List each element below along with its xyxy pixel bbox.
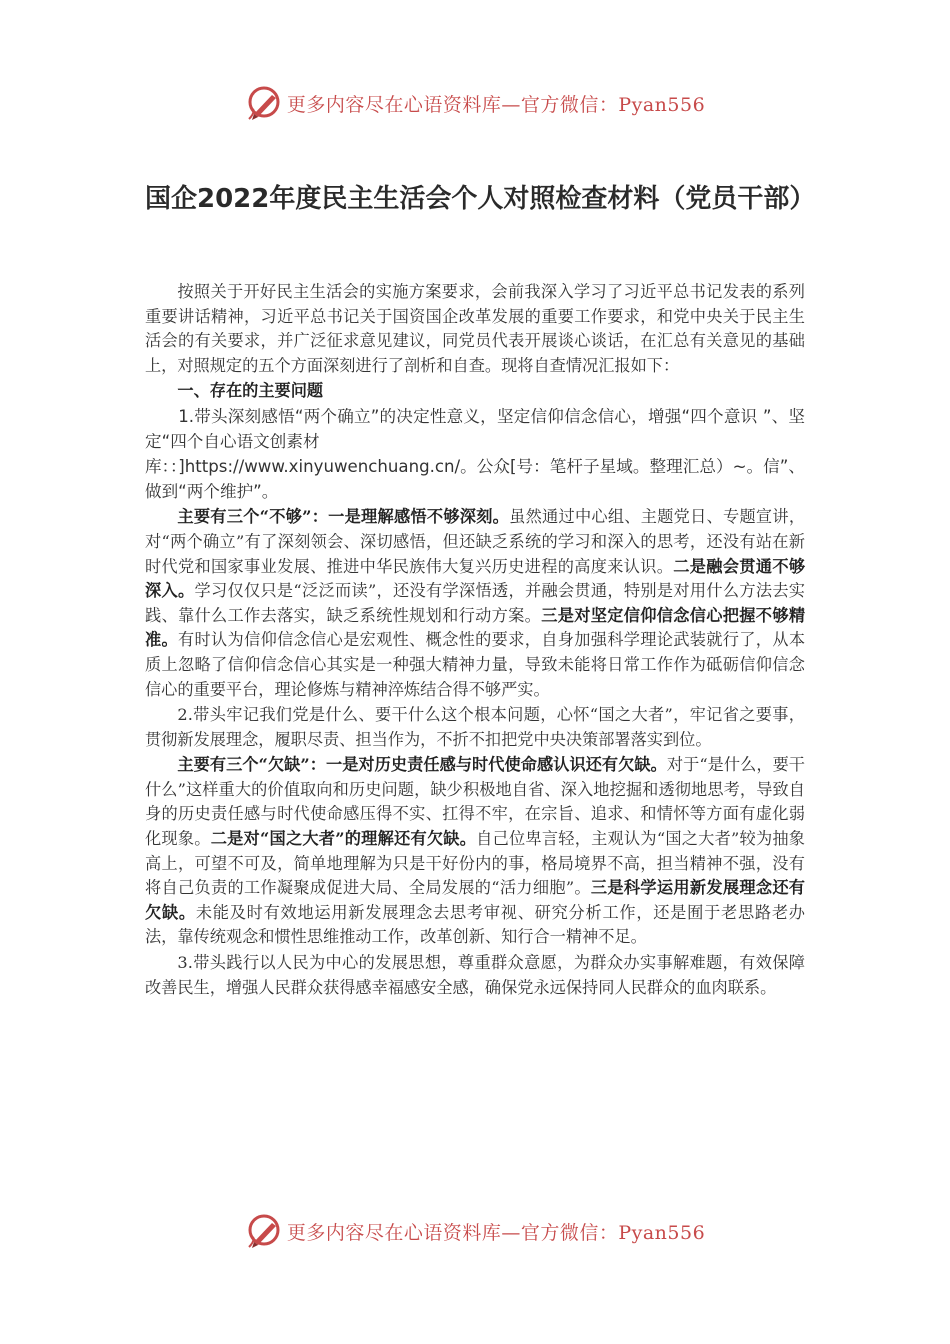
bold-lead: 主要有三个“欠缺”：一是对历史责任感与时代使命感认识还有欠缺。 [177,755,667,775]
problem-paragraph-2 [145,753,805,950]
bold-lead: 主要有三个“不够”：一是理解感悟不够深刻。 [177,507,510,527]
problem-paragraph-1 [145,505,805,702]
header-banner [0,78,950,128]
item-2-heading: 2.带头牢记我们党是什么、要干什么这个根本问题，心怀“国之大者”，牢记省之要事，贯彻新发展理念，履职尽责、担当作为，不折不扣把党中央决策部署落实到位。 [145,705,805,749]
footer-banner [0,1206,950,1256]
banner-text: 更多内容尽在心语资料库—官方微信：Pyan556 [286,1221,706,1244]
paragraph-text: 有时认为信仰信念信心是宏观性、概念性的要求，自身加强科学理论武装就行了，从本质上忽略了信仰信念信心其实是一种强大精神力量，导致未能将日常工作作为砥砺信仰信念信心的重要平台，理论修炼与精神淬炼结合得不够严实。 [145,630,806,699]
paragraph-text: 未能及时有效地运用新发展理念去思考审视、研究分析工作，还是囿于老思路老办法，靠传统观念和惯性思维推动工作，改革创新、知行合一精神不足。 [145,902,805,947]
bold-lead: 三是科学运用新发展理念还有欠缺。 [145,878,805,922]
item-3-heading: 3.带头践行以人民为中心的发展思想，尊重群众意愿，为群众办实事解难题，有效保障改善民生，增强人民群众获得感幸福感安全感，确保党永远保持同人民群众的血肉联系。 [145,953,805,997]
paragraph-text: 虽然通过中心组、主题党日、专题宣讲，对“两个确立”有了深刻领会、深切感悟，但还缺乏系统的学习和深入的思考，还没有站在新时代党和国家事业发展、推进中华民族伟大复兴历史进程的高度来认识。 [145,507,806,576]
item-1-heading: 1.带头深刻感悟“两个确立”的决定性意义，坚定信仰信念信心，增强“四个意识 ”、坚定“四个自心语文创素材 [145,406,805,451]
intro-paragraph: 按照关于开好民主生活会的实施方案要求，会前我深入学习了习近平总书记发表的系列重要讲话精神，习近平总书记关于国资国企改革发展的重要工作要求，和党中央关于民主生活会的有关要求，并广泛征求意见建议，同党员代表开展谈心谈话，在汇总有关意见的基础上，对照规定的五个方面深刻进行了剖析和自查。现将自查情况汇报如下： [145,282,805,375]
document-body [145,280,805,1001]
banner-text: 更多内容尽在心语资料库—官方微信：Pyan556 [286,93,706,116]
bold-lead: 三是对坚定信仰信念信心把握不够精准。 [145,605,806,650]
page-title: 国企2022年度民主生活会个人对照检查材料（党员干部） [145,184,816,214]
bold-lead: 二是对“国之大者”的理解还有欠缺。 [210,829,477,849]
paragraph-text: 自己位卑言轻，主观认为“国之大者”较为抽象高上，可望不可及，简单地理解为只是干好份内的事，格局境界不高，担当精神不强，没有将自己负责的工作凝聚成促进大局、全局发展的“活力细胞”。 [145,829,805,898]
item-1-heading-continued: 库：：]https://www.xinyuwenchuang.cn/。公众[号：笔杆子星域。整理汇总）~。信”、做到“两个维护”。 [145,457,805,501]
paragraph-text: 对于“是什么，要干什么”这样重大的价值取向和历史问题，缺少积极地自省、深入地挖掘和透彻地思考，导致自身的历史责任感与时代使命感压得不实、扛得不牢，在宗旨、追求、和情怀等方面有虚化弱化现象。 [145,755,805,849]
bold-lead: 二是融会贯通不够深入。 [145,556,806,601]
pen-logo-icon [245,83,285,123]
paragraph-text: 学习仅仅只是“泛泛而读”，还没有学深悟透，并融会贯通，特别是对用什么方法去实践、靠什么工作去落实，缺乏系统性规划和行动方案。 [145,581,805,625]
section-heading: 一、存在的主要问题 [177,381,324,401]
pen-logo-icon [245,1211,285,1251]
